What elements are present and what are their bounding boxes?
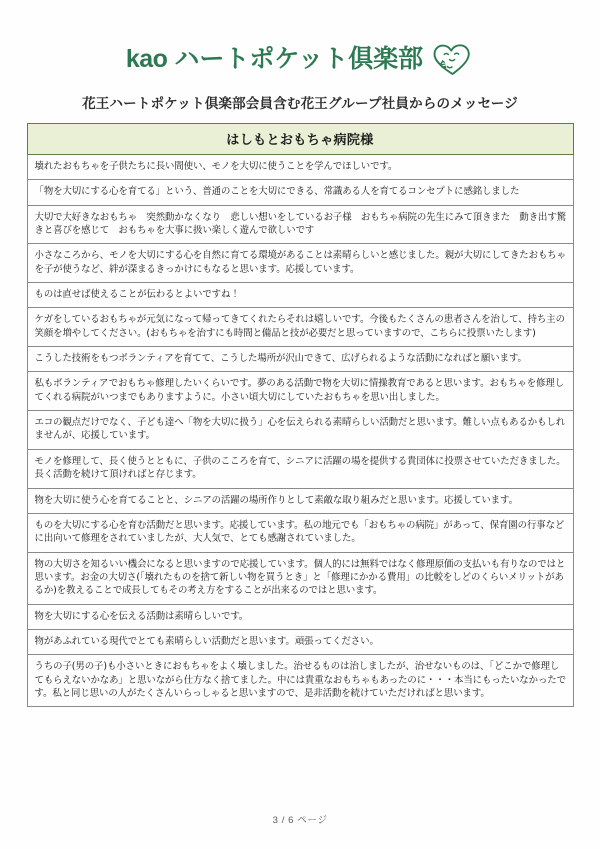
message-cell: 大切で大好きなおもちゃ 突然動かなくなり 悲しい想いをしているお子様 おもちゃ病院の先生にみて頂きまた 動き出す驚きと喜びを感じて おもちゃを大事に扱い楽しく遊んで欲しいです [27,205,573,244]
message-cell: モノを修理して、長く使うとともに、子供のこころを育て、シニアに活躍の場を提供する貴団体に投票させていただきました。長く活動を続けて頂ければと存じます。 [27,449,573,488]
message-cell: 私もボランティアでおもちゃ修理したいくらいです。夢のある活動で物を大切に情操教育であると思います。おもちゃを修理してくれる病院がいつまでもありますように。小さい頃大切にしていたおもちゃを思い出しました。 [27,372,573,411]
message-cell: ものは直せば使えることが伝わるとよいですね！ [27,283,573,308]
messages-table-body [27,155,573,707]
table-row [27,308,573,347]
table-row [27,411,573,450]
message-cell: 物を大切にする心を伝える活動は素晴らしいです。 [27,604,573,629]
table-row [27,488,573,513]
table-row [27,552,573,604]
page-footer [0,812,600,826]
table-row [27,180,573,205]
message-cell: 小さなころから、モノを大切にする心を自然に育てる環境があることは素晴らしいと感じました。親が大切にしてきたおもちゃを子が使うなど、絆が深まるきっかけにもなると思います。応援しています。 [27,244,573,283]
message-cell: エコの観点だけでなく、子ども達へ「物を大切に扱う」心を伝えられる素晴らしい活動だと思います。難しい点もあるかもしれませんが、応援しています。 [27,411,573,450]
table-row [27,372,573,411]
table-row [27,205,573,244]
masthead [0,0,600,112]
message-cell: 物の大切さを知るいい機会になると思いますので応援しています。個人的には無料ではなく修理原価の支払いも有りなのではと思います。お金の大切さ(「壊れたものを捨て新しい物を買うとき」と「修理にかかる費用」の比較をしどのくらいメリットがあるか)を教えることで成長してもその考え方をすることが出来るのではと思います。 [27,552,573,604]
table-row [27,155,573,180]
message-cell: ものを大切にする心を育む活動だと思います。応援しています。私の地元でも「おもちゃの病院」があって、保育園の行事などに出向いて修理をされていましたが、大人気で、とても感謝されていました。 [27,513,573,552]
table-row [27,449,573,488]
message-cell: ケガをしているおもちゃが元気になって帰ってきてくれたらそれは嬉しいです。今後もたくさんの患者さんを治して、持ち主の笑顔を増やしてください。(おもちゃを治すにも時間と備品と技が必要だと思っていますので、こちらに投票いたします) [27,308,573,347]
message-cell: 物があふれている現代でとても素晴らしい活動だと思います。頑張ってください。 [27,629,573,654]
heart-pocket-club-wordmark: ハートポケット倶楽部 [174,43,424,73]
table-row [27,513,573,552]
brand-logo [0,38,600,78]
heart-mascot-icon [430,43,474,77]
table-row [27,244,573,283]
recipient-header: はしもとおもちゃ病院様 [27,124,573,155]
messages-table-container [27,123,574,707]
table-row [27,283,573,308]
table-row [27,655,573,707]
message-cell: うちの子(男の子)も小さいときにおもちゃをよく壊しました。治せるものは治しましたが、治せないものは、「どこかで修理してもらえないかなあ」と思いながら仕方なく捨てました。中には貴重なおもちゃもあったのに・・・本当にもったいなかったです。私と同じ思いの人がたくさんいらっしゃると思いますので、是非活動を続けていただければと思います。 [27,655,573,707]
document-subtitle: 花王ハートポケット倶楽部会員含む花王グループ社員からのメッセージ [82,96,518,112]
page-number-label: 3 / 6 ページ [272,815,328,826]
kao-wordmark: kao [125,44,168,73]
table-header-row [27,124,573,155]
table-row [27,604,573,629]
table-row [27,629,573,654]
message-cell: こうした技術をもつボランティアを育てて、こうした場所が沢山できて、広げられるような活動になればと願います。 [27,347,573,372]
message-cell: 壊れたおもちゃを子供たちに長い間使い、モノを大切に使うことを学んでほしいです。 [27,155,573,180]
message-cell: 「物を大切にする心を育てる」という、普通のことを大切にできる、常識ある人を育てるコンセプトに感銘しました [27,180,573,205]
message-cell: 物を大切に使う心を育てることと、シニアの活躍の場所作りとして素敵な取り組みだと思います。応援しています。 [27,488,573,513]
table-row [27,347,573,372]
messages-table [27,123,574,707]
